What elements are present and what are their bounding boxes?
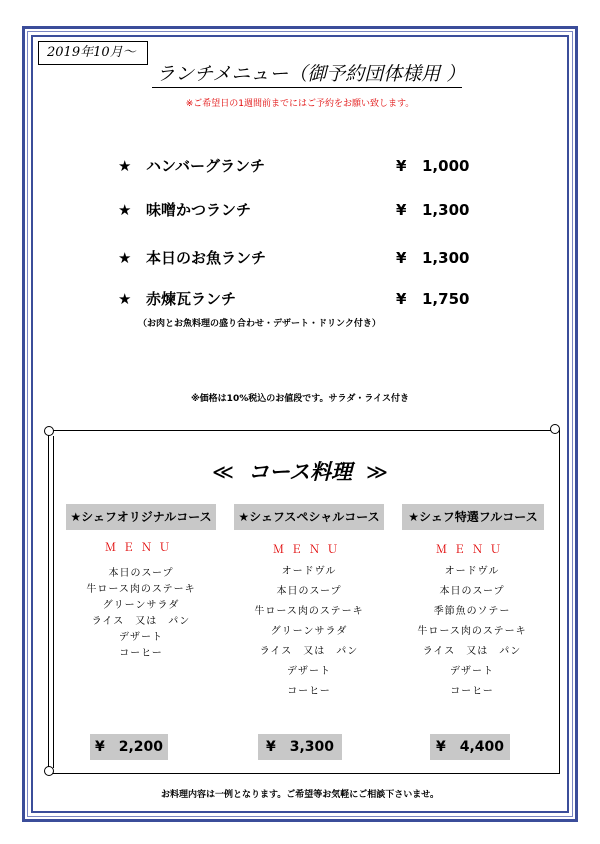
- course-item: 本日のスープ: [439, 586, 505, 597]
- scroll-curl-icon: [44, 426, 54, 436]
- course-item: グリーンサラダ: [102, 600, 180, 611]
- lunch-item-note: （お肉とお魚料理の盛り合わせ・デザート・ドリンク付き）: [138, 319, 381, 329]
- footer-note: お料理内容は一例となります。ご希望等お気軽にご相談下さいませ。: [160, 790, 439, 800]
- tax-note: ※価格は10%税込のお値段です。サラダ・ライス付き: [190, 394, 410, 404]
- lunch-item-name: 味噌かつランチ: [146, 201, 252, 219]
- star-icon: ★: [118, 290, 132, 308]
- lunch-item-price: ¥ 1,300: [396, 249, 470, 267]
- course-item: 牛ロース肉のステーキ: [254, 606, 364, 617]
- date-label: 2019年10月～: [38, 41, 148, 65]
- course-item: オードヴル: [281, 566, 337, 577]
- chevron-left-icon: ≪: [212, 460, 235, 484]
- lunch-item-fish: [118, 247, 468, 269]
- course-item: 本日のスープ: [276, 586, 342, 597]
- course-header-special: ★シェフスペシャルコース: [234, 504, 384, 530]
- chevron-right-icon: ≫: [365, 460, 388, 484]
- lunch-item-hamburg: [118, 155, 468, 177]
- scroll-curl-icon: [550, 424, 560, 434]
- course-header-full: ★シェフ特選フルコース: [402, 504, 544, 530]
- course-item: 季節魚のソテー: [433, 606, 511, 617]
- course-item: 牛ロース肉のステーキ: [417, 626, 527, 637]
- menu-label: ＭＥＮＵ: [273, 543, 345, 556]
- course-item: ライス 又は パン: [422, 646, 522, 657]
- lunch-item-price: ¥ 1,750: [396, 290, 470, 308]
- course-menu-full: [397, 540, 547, 702]
- course-menu-original: [66, 540, 216, 662]
- course-item: 本日のスープ: [108, 568, 174, 579]
- course-price-original: ¥ 2,200: [90, 734, 168, 760]
- course-item: コーヒー: [450, 686, 494, 697]
- course-item: オードヴル: [444, 566, 500, 577]
- lunch-item-name: 赤煉瓦ランチ: [146, 290, 237, 308]
- star-icon: ★: [118, 157, 132, 175]
- star-icon: ★: [118, 249, 132, 267]
- menu-label: ＭＥＮＵ: [436, 543, 508, 556]
- course-section-title: ≪ コース料理 ≫: [0, 456, 600, 486]
- course-item: ライス 又は パン: [259, 646, 359, 657]
- star-icon: ★: [118, 201, 132, 219]
- menu-label: ＭＥＮＵ: [105, 541, 177, 554]
- course-item: コーヒー: [287, 686, 331, 697]
- course-item: 牛ロース肉のステーキ: [86, 584, 196, 595]
- lunch-item-misokatsu: [118, 199, 468, 221]
- course-item: デザート: [450, 666, 494, 677]
- course-item: グリーンサラダ: [270, 626, 348, 637]
- course-menu-special: [234, 540, 384, 702]
- lunch-item-name: ハンバーグランチ: [146, 157, 265, 175]
- course-item: ライス 又は パン: [91, 616, 191, 627]
- page-title: ランチメニュー（御予約団体様用 ）: [152, 60, 462, 88]
- course-item: デザート: [287, 666, 331, 677]
- course-item: デザート: [119, 632, 163, 643]
- course-price-special: ¥ 3,300: [258, 734, 342, 760]
- lunch-item-price: ¥ 1,000: [396, 157, 470, 175]
- course-header-original: ★シェフオリジナルコース: [66, 504, 216, 530]
- scroll-curl-icon: [44, 766, 54, 776]
- lunch-item-akarenga: [118, 288, 468, 310]
- lunch-item-name: 本日のお魚ランチ: [146, 249, 267, 267]
- lunch-item-price: ¥ 1,300: [396, 201, 470, 219]
- reservation-notice: ※ご希望日の1週間前までにはご予約をお願い致します。: [185, 99, 415, 109]
- course-price-full: ¥ 4,400: [430, 734, 510, 760]
- course-item: コーヒー: [119, 648, 163, 659]
